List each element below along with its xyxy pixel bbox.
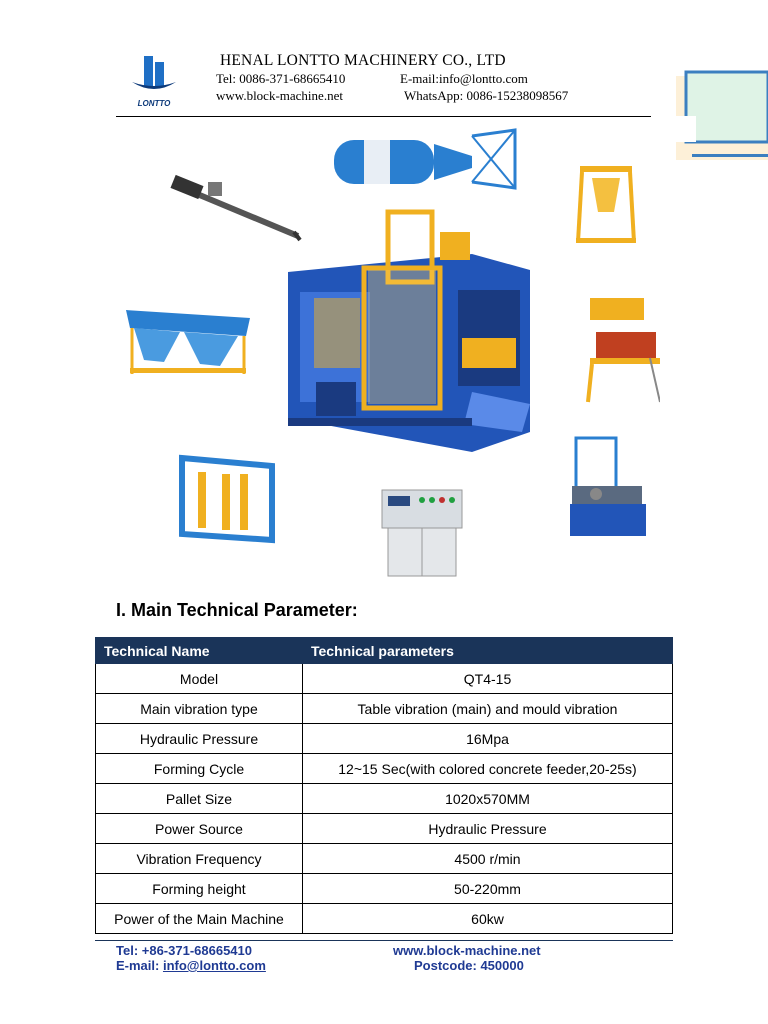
- param-name: Hydraulic Pressure: [96, 724, 303, 754]
- header-whatsapp: WhatsApp: 0086-15238098567: [404, 88, 569, 103]
- section-title: I. Main Technical Parameter:: [116, 600, 358, 620]
- company-name: HENAL LONTTO MACHINERY CO., LTD: [220, 52, 506, 69]
- column-header-params: Technical parameters: [303, 638, 673, 664]
- param-value: 4500 r/min: [303, 844, 673, 874]
- header-website: www.block-machine.net: [216, 88, 343, 103]
- param-name: Pallet Size: [96, 784, 303, 814]
- footer-email-link[interactable]: info@lontto.com: [162, 958, 266, 973]
- param-value: 60kw: [303, 904, 673, 934]
- footer-email-label: E-mail:: [116, 958, 163, 973]
- footer-email: [116, 958, 266, 973]
- pallet-stacker-image: [182, 458, 272, 540]
- param-value: 12~15 Sec(with colored concrete feeder,20-25s): [303, 754, 673, 784]
- table-row: [96, 754, 673, 784]
- param-value: QT4-15: [303, 664, 673, 694]
- screw-conveyor-image: [170, 175, 300, 240]
- footer-postcode: Postcode: 450000: [414, 958, 524, 973]
- table-row: [96, 784, 673, 814]
- batching-machine-image: [126, 310, 250, 374]
- param-value: 50-220mm: [303, 874, 673, 904]
- header-divider: [116, 116, 651, 117]
- table-row: [96, 844, 673, 874]
- hopper-stand-image: [576, 166, 636, 243]
- footer-tel: Tel: +86-371-68665410: [116, 943, 252, 958]
- cement-silo-image: [334, 130, 515, 188]
- control-cabinet-image: [382, 490, 462, 576]
- block-machine-image: [288, 212, 530, 452]
- svg-text:LONTTO: LONTTO: [137, 99, 171, 108]
- param-value: Hydraulic Pressure: [303, 814, 673, 844]
- param-name: Power Source: [96, 814, 303, 844]
- table-header-row: [96, 638, 673, 664]
- technical-parameter-table: [95, 637, 673, 934]
- footer-divider: [95, 940, 673, 941]
- table-row: [96, 904, 673, 934]
- header-tel: Tel: 0086-371-68665410: [216, 71, 346, 86]
- table-row: [96, 724, 673, 754]
- table-row: [96, 814, 673, 844]
- param-name: Forming height: [96, 874, 303, 904]
- param-name: Forming Cycle: [96, 754, 303, 784]
- param-value: 16Mpa: [303, 724, 673, 754]
- column-header-name: Technical Name: [96, 638, 303, 664]
- param-name: Power of the Main Machine: [96, 904, 303, 934]
- concrete-mixer-image: [588, 298, 660, 402]
- param-name: Main vibration type: [96, 694, 303, 724]
- param-value: Table vibration (main) and mould vibration: [303, 694, 673, 724]
- param-name: Model: [96, 664, 303, 694]
- footer-website: www.block-machine.net: [393, 943, 541, 958]
- corner-decoration: [672, 70, 768, 162]
- param-value: 1020x570MM: [303, 784, 673, 814]
- company-logo: [128, 52, 180, 110]
- machinery-illustration: [120, 122, 660, 582]
- table-row: [96, 874, 673, 904]
- table-row: [96, 664, 673, 694]
- table-row: [96, 694, 673, 724]
- header-email: E-mail:info@lontto.com: [400, 71, 528, 86]
- hydraulic-station-image: [570, 438, 646, 536]
- param-name: Vibration Frequency: [96, 844, 303, 874]
